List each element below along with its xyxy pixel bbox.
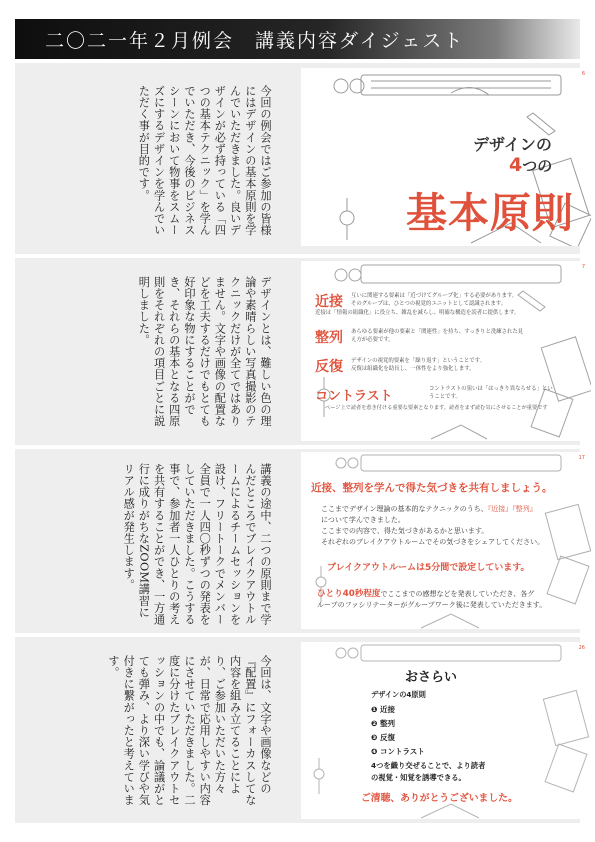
- list-label: 整列: [379, 719, 395, 728]
- p5-highlight: ひとり40秒程度: [317, 589, 381, 599]
- slide-title-line2: [509, 154, 552, 176]
- slide-page-number: 6: [581, 71, 585, 77]
- slide-paragraph-4: それぞれのブレイクアウトルームでその気づきをシェアしてください。: [321, 538, 545, 546]
- term-alignment: 整列: [315, 330, 343, 346]
- term-repetition: 反復: [315, 359, 343, 375]
- term-proximity-desc1: 互いに関連する要素は「近づけてグループ化」する必要があります。: [351, 293, 518, 299]
- term-proximity-desc2: そのグループは、ひとつの視覚的ユニットとして認識されます。: [351, 301, 507, 307]
- section-2-text: デザインとは、難しい色の理論や素晴らしい写真撮影のテクニックだけが全てではありません。文字や画像の配置などを工夫するだけでもとても好印象な物にすることができ、それらの基本となる四原則をそれぞれの項目ごとに説明しました。: [137, 276, 272, 427]
- section-2: [15, 258, 585, 445]
- slide-title-number: 4: [509, 154, 523, 176]
- slide-26: [301, 642, 591, 819]
- list-item: [371, 718, 395, 729]
- slide-paragraph-1: [321, 504, 537, 514]
- slide-7: [301, 261, 591, 441]
- p1-highlight: 『近接』『整列』: [487, 505, 537, 513]
- section-3: [15, 449, 585, 633]
- list-label: 近接: [379, 705, 395, 714]
- list-item: [371, 732, 395, 743]
- slide-subtitle: デザインの4原則: [371, 690, 426, 699]
- slide-main-title: 基本原則: [406, 189, 574, 237]
- list-item: [371, 704, 395, 715]
- term-contrast: コントラスト: [315, 389, 393, 404]
- term-contrast-desc2: うことです。: [429, 394, 461, 400]
- list-number-icon: ❷: [371, 719, 378, 728]
- list-number-icon: ❹: [371, 747, 378, 756]
- term-proximity-desc3: 近接は「情報の組織化」に役立ち、雑乱を減らし、明確な構造を読者に提供します。: [315, 310, 520, 316]
- section-1-text: 今回の例会ではご参加の皆様にはデザインの基本原則を学んでいただきました。良いデザインが必ず持っている「四つの基本テクニック」を学んでいただき、今後のビジネスシーンにおいて物事をスムーズにするデザインを学んでいただく事が目的です。: [137, 85, 272, 236]
- term-contrast-desc1: コントラストの狙いは「はっきり異ならせる」とい: [429, 386, 553, 392]
- list-label: 反復: [379, 733, 395, 742]
- term-contrast-desc3: ページ上で読者を惹き付ける重要な要素となります。読者をまず読む気にさせることが重要です: [325, 405, 548, 411]
- term-repetition-desc1: デザインの視覚的要素を「繰り返す」ということです。: [351, 358, 485, 364]
- slide-summary-1: 4つを織り交ぜることで、より読者: [371, 761, 486, 770]
- list-label: コントラスト: [379, 747, 425, 756]
- slide-page-number: 7: [581, 264, 585, 270]
- p5-text: でここまでの感想などを発表していただき、各グ: [380, 590, 535, 598]
- slide-title-suffix: つの: [522, 157, 553, 175]
- slide-paragraph-5: [317, 587, 534, 599]
- list-number-icon: ❸: [371, 733, 378, 742]
- slide-heading: 近接、整列を学んで得た気づきを共有しましょう。: [311, 482, 553, 494]
- slide-6: [301, 68, 591, 246]
- slide-summary-2: の視覚・知覚を誘導できる。: [371, 773, 466, 782]
- slide-page-number: 26: [578, 645, 585, 651]
- p1-text: ここまでデザイン理論の基本的なテクニックのうち、: [321, 505, 488, 513]
- term-proximity: 近接: [315, 294, 343, 310]
- slide-paragraph-3: ここまでの内容で、得た気づきがあるかと思います。: [321, 527, 489, 535]
- section-4: [15, 637, 585, 823]
- term-repetition-desc2: 反復は組織化を助長し、一体性をより強化します。: [351, 366, 475, 372]
- term-alignment-desc2: え方が必要です。: [351, 337, 394, 343]
- office-doodle-illustration: [301, 261, 591, 441]
- slide-time-note: ブレイクアウトルームは5分間で設定しています。: [327, 563, 530, 573]
- list-item: [371, 746, 425, 757]
- section-3-text: 講義の途中、二つの原則まで学んだところでブレイクアウトルームによるチームセッションを設け、フリートークでメンバー全員で一人四〇秒ずつの発表をしていただきました。こうする事で、参加者一人ひとりの考えを共有することができ、一方通行に成りがちなZOOM講習にリアル感が発生します。: [122, 463, 272, 626]
- list-number-icon: ❶: [371, 705, 378, 714]
- slide-thanks: ご清聴、ありがとうございました。: [361, 793, 518, 804]
- slide-paragraph-6: ループのファシリテーターがグループワーク後に発表していただきます。: [317, 601, 547, 609]
- term-alignment-desc1: あらゆる要素が他の要素と「関連性」を持ち、すっきりと洗練された見: [351, 329, 524, 335]
- slide-title: おさらい: [405, 670, 458, 685]
- slide-paragraph-2: について学んできました。: [321, 516, 405, 524]
- slide-title-line1: デザインの: [473, 135, 552, 154]
- section-1: [15, 63, 585, 254]
- slide-page-number: 17: [578, 455, 585, 461]
- page-title: 二〇二一年２月例会 講義内容ダイジェスト: [45, 30, 465, 52]
- slide-17: [301, 452, 591, 629]
- section-4-text: 今回は、文字や画像などの『配置』にフォーカスしてな内容を組み立てることにより、ご参加いただいた方々が、日常で応用しやすい内容にさせていただきました。二度に分けたブレイクアウトセッションの中でも、論議がとても弾み、より深い学びや気付きに繋がったと考えています。: [106, 655, 272, 806]
- header-banner: [15, 19, 580, 59]
